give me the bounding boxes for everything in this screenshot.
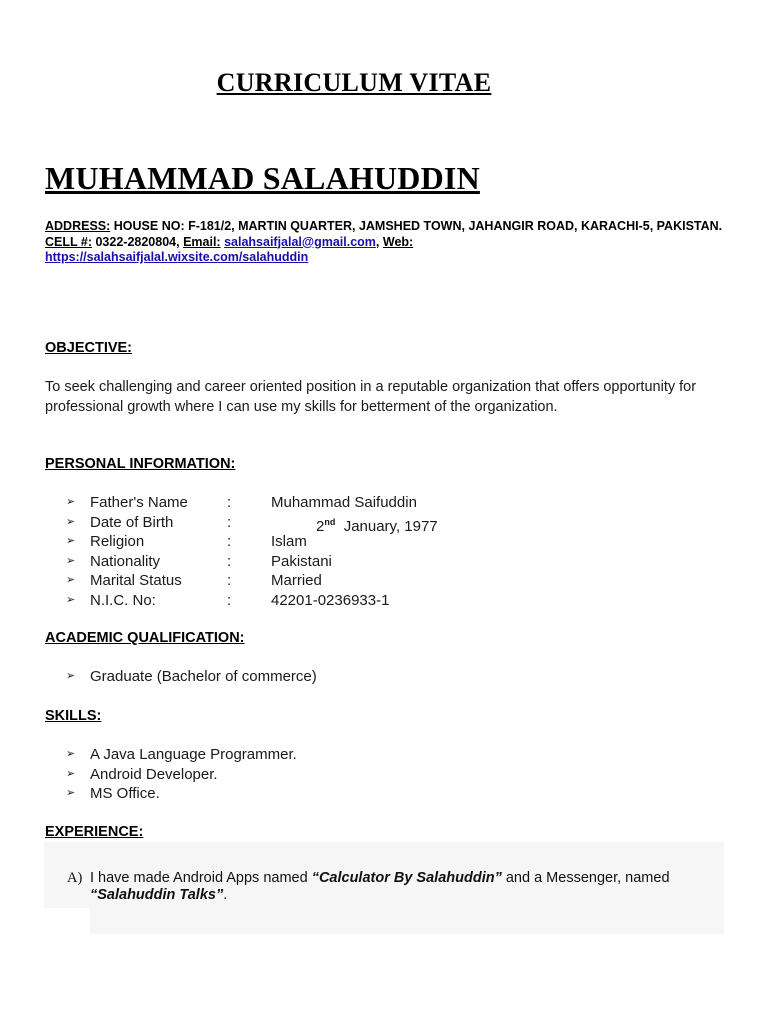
arrow-bullet-icon: ➢ [66, 670, 76, 682]
list-item [66, 765, 297, 785]
experience-text-2: and a Messenger, named [501, 870, 670, 886]
list-item: ➢ Nationality : Pakistani [66, 552, 332, 570]
religion-label: Religion [90, 533, 145, 550]
dob-suffix: nd [324, 516, 336, 527]
religion-value: Islam [271, 533, 307, 550]
nationality-label: Nationality [90, 552, 161, 570]
dob-value [271, 513, 438, 533]
arrow-bullet-icon: ➢ [66, 496, 76, 508]
cell-value: 0322-2820804, [95, 234, 180, 249]
personal-info-heading: PERSONAL INFORMATION: [45, 456, 236, 472]
skill-item: A Java Language Programmer. [90, 746, 297, 763]
web-link[interactable]: https://salahsaifjalal.wixsite.com/salahuddin [45, 250, 309, 264]
dob-day: 2 [316, 517, 325, 535]
list-item: ➢ Father's Name : Muhammad Saifuddin [66, 494, 417, 511]
experience-text-1: I have made Android Apps named [90, 870, 312, 886]
personal-info-list [66, 493, 438, 610]
email-label: Email: [183, 234, 221, 249]
objective-text: To seek challenging and career oriented position in a reputable organization that offers opportunity for professional growth where I can use my skills for betterment of the organization. [45, 379, 697, 415]
contact-block: ADDRESS: HOUSE NO: F-181/2, MARTIN QUARTER, JAMSHED TOWN, JAHANGIR ROAD, KARACHI-5, PAKISTAN. CELL #: 0322-2820804, Email: salahsaifjalal@gmail.com, Web: https://salahsaifjalal.wixsite.com/salahuddin [45, 219, 723, 264]
nic-label: N.I.C. No: [90, 591, 156, 609]
arrow-bullet-icon: ➢ [66, 767, 76, 780]
objective-heading: OBJECTIVE: [45, 340, 133, 356]
arrow-bullet-icon: ➢ [66, 554, 76, 567]
academic-list [66, 667, 317, 687]
list-item [66, 667, 317, 687]
fathers-name-value: Muhammad Saifuddin [271, 494, 417, 511]
experience-app-2: “Salahuddin Talks” [90, 887, 224, 903]
experience-end: . [223, 887, 228, 903]
list-item: ➢ Religion : Islam [66, 533, 307, 550]
skill-item: Android Developer. [90, 765, 218, 783]
list-item [66, 745, 297, 765]
experience-marker: A) [67, 870, 83, 886]
nic-value: 42201-0236933-1 [271, 591, 390, 609]
arrow-bullet-icon: ➢ [66, 748, 76, 760]
email-link[interactable]: salahsaifjalal@gmail.com [224, 234, 376, 249]
marital-value: Married [271, 572, 322, 589]
dob-rest: January, 1977 [343, 517, 438, 535]
dob-label: Date of Birth [90, 513, 174, 531]
arrow-bullet-icon: ➢ [66, 787, 76, 799]
skills-list [66, 745, 297, 804]
skill-item: MS Office. [90, 785, 160, 802]
fathers-name-label: Father's Name [90, 494, 188, 511]
address-label: ADDRESS: [45, 219, 111, 233]
address-text: HOUSE NO: F-181/2, MARTIN QUARTER, JAMSHED TOWN, JAHANGIR ROAD, KARACHI-5, PAKISTAN. [113, 219, 723, 233]
experience-entry [67, 870, 727, 904]
cell-label: CELL #: [45, 234, 92, 249]
web-label: Web: [382, 234, 414, 249]
arrow-bullet-icon: ➢ [66, 574, 76, 586]
experience-shade-notch [44, 908, 90, 934]
experience-heading: EXPERIENCE: [45, 824, 144, 840]
skills-heading: SKILLS: [45, 708, 102, 724]
arrow-bullet-icon: ➢ [66, 535, 76, 547]
arrow-bullet-icon: ➢ [66, 593, 76, 606]
marital-label: Marital Status [90, 572, 182, 589]
arrow-bullet-icon: ➢ [66, 515, 76, 528]
candidate-name: MUHAMMAD SALAHUDDIN [45, 160, 480, 196]
nationality-value: Pakistani [271, 552, 332, 570]
list-item: ➢ Date of Birth : 2nd January, 1977 [66, 513, 438, 535]
list-item: ➢ N.I.C. No: : 42201-0236933-1 [66, 591, 390, 609]
academic-heading: ACADEMIC QUALIFICATION: [45, 630, 245, 646]
list-item [66, 784, 297, 804]
academic-item: Graduate (Bachelor of commerce) [90, 668, 317, 685]
experience-app-1: “Calculator By Salahuddin” [311, 870, 502, 886]
document-title: CURRICULUM VITAE [216, 68, 492, 97]
list-item: ➢ Marital Status : Married [66, 572, 322, 589]
